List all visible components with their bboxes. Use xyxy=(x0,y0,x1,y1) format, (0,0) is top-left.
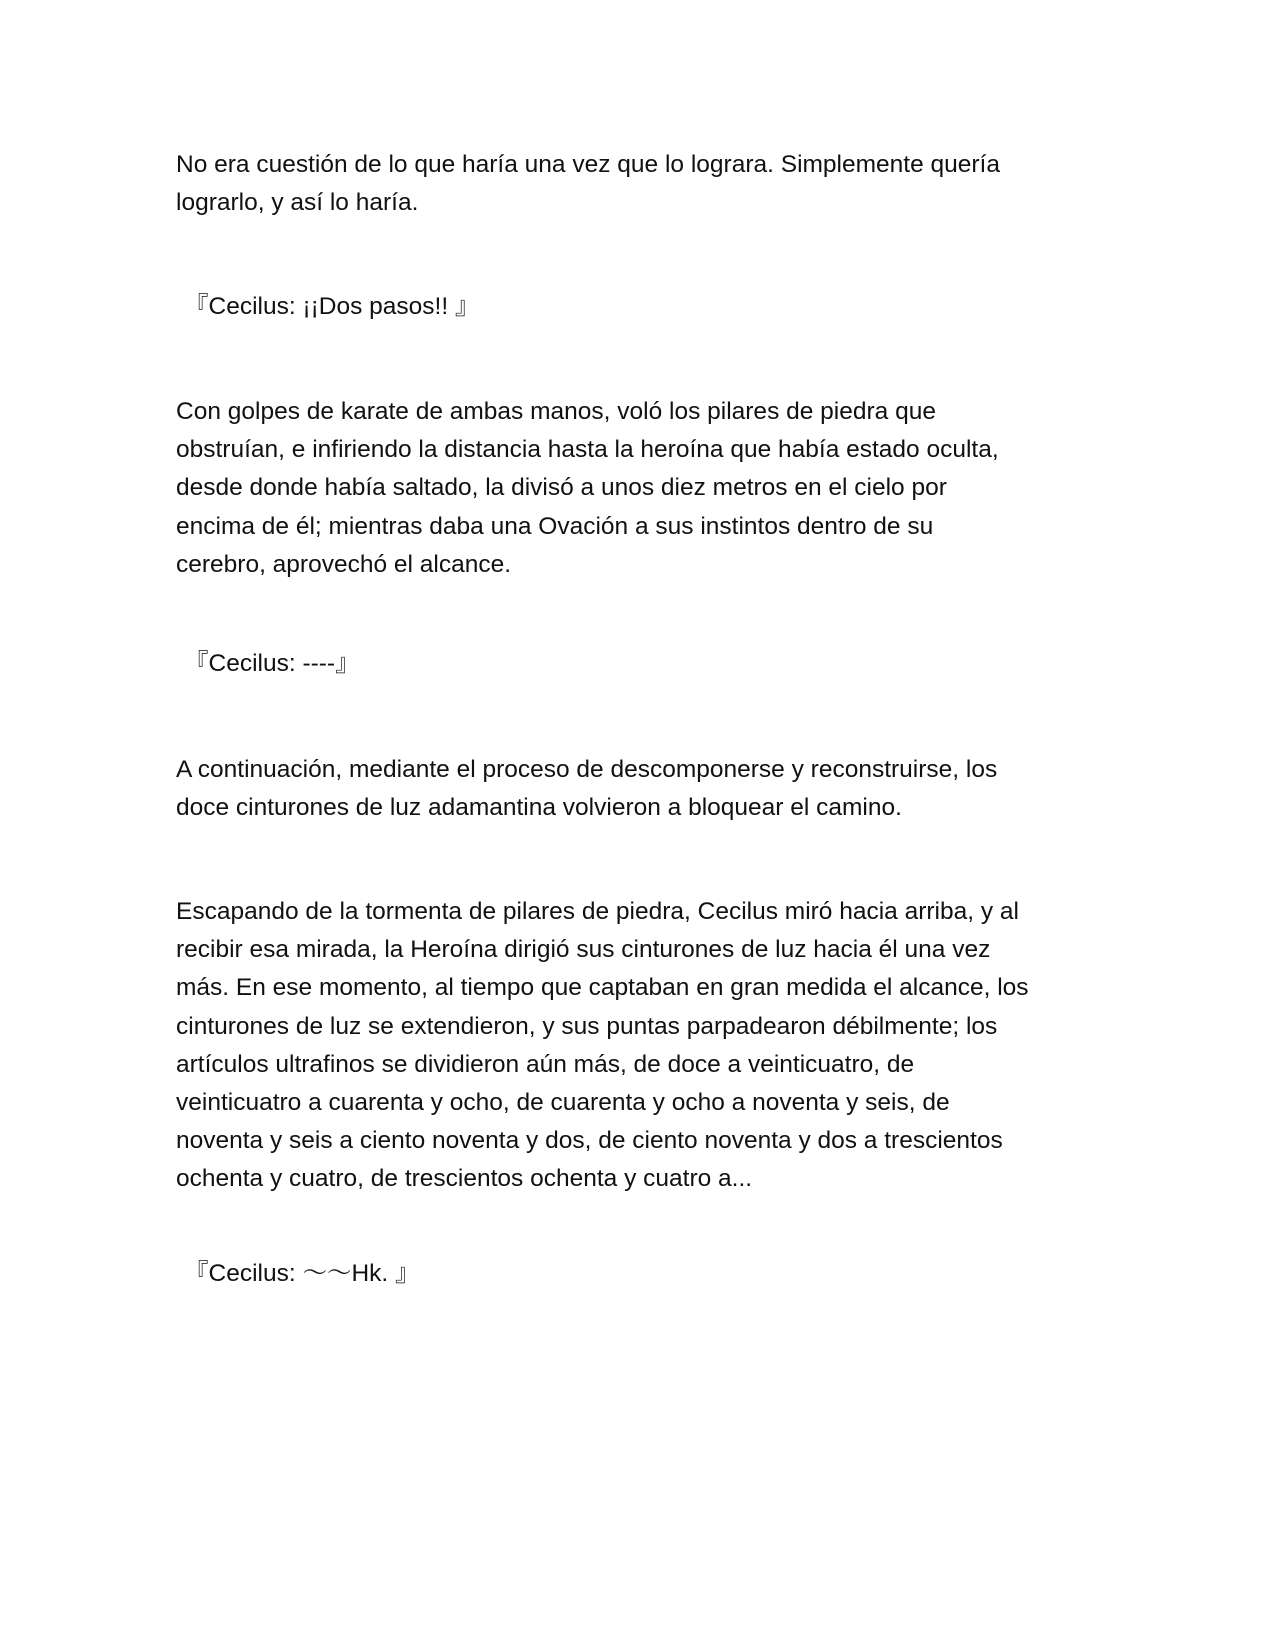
paragraph-line: recibir esa mirada, la Heroína dirigió sus cinturones de luz hacia él una vez xyxy=(176,936,991,964)
paragraph-line: desde donde había saltado, la divisó a unos diez metros en el cielo por xyxy=(176,474,947,502)
paragraph-line: encima de él; mientras daba una Ovación a sus instintos dentro de su xyxy=(176,512,934,540)
paragraph-line: cinturones de luz se extendieron, y sus puntas parpadearon débilmente; los xyxy=(176,1012,998,1040)
paragraph-line: noventa y seis a ciento noventa y dos, de ciento noventa y dos a trescientos xyxy=(176,1127,1003,1155)
paragraph-line: Con golpes de karate de ambas manos, voló los pilares de piedra que xyxy=(176,398,936,425)
paragraph-line: cerebro, aprovechó el alcance. xyxy=(176,550,512,578)
paragraph-line: Escapando de la tormenta de pilares de piedra, Cecilus miró hacia arriba, y al xyxy=(176,898,1019,925)
paragraph-line: No era cuestión de lo que haría una vez que lo lograra. Simplemente quería xyxy=(176,151,1000,178)
paragraph-4 xyxy=(176,893,1106,1199)
paragraph-line: veinticuatro a cuarenta y ocho, de cuarenta y ocho a noventa y seis, de xyxy=(176,1089,950,1117)
paragraph-2 xyxy=(176,393,1106,584)
paragraph-3 xyxy=(176,751,1106,827)
paragraph-line: más. En ese momento, al tiempo que captaban en gran medida el alcance, los xyxy=(176,974,1029,1002)
paragraph-1 xyxy=(176,146,1106,222)
paragraph-line: doce cinturones de luz adamantina volvieron a bloquear el camino. xyxy=(176,794,902,822)
paragraph-line: obstruían, e infiriendo la distancia hasta la heroína que había estado oculta, xyxy=(176,436,999,464)
paragraph-line: A continuación, mediante el proceso de descomponerse y reconstruirse, los xyxy=(176,756,998,783)
paragraph-line: lograrlo, y así lo haría. xyxy=(176,189,419,217)
paragraph-line: artículos ultrafinos se dividieron aún más, de doce a veinticuatro, de xyxy=(176,1050,915,1078)
dialogue-line-1: 『Cecilus: ¡¡Dos pasos!! 』 xyxy=(184,293,480,320)
dialogue-line-3: 『Cecilus: ～～Hk. 』 xyxy=(184,1260,420,1287)
paragraph-line: ochenta y cuatro, de trescientos ochenta y cuatro a... xyxy=(176,1165,753,1193)
dialogue-line-2: 『Cecilus: ----』 xyxy=(184,650,360,677)
